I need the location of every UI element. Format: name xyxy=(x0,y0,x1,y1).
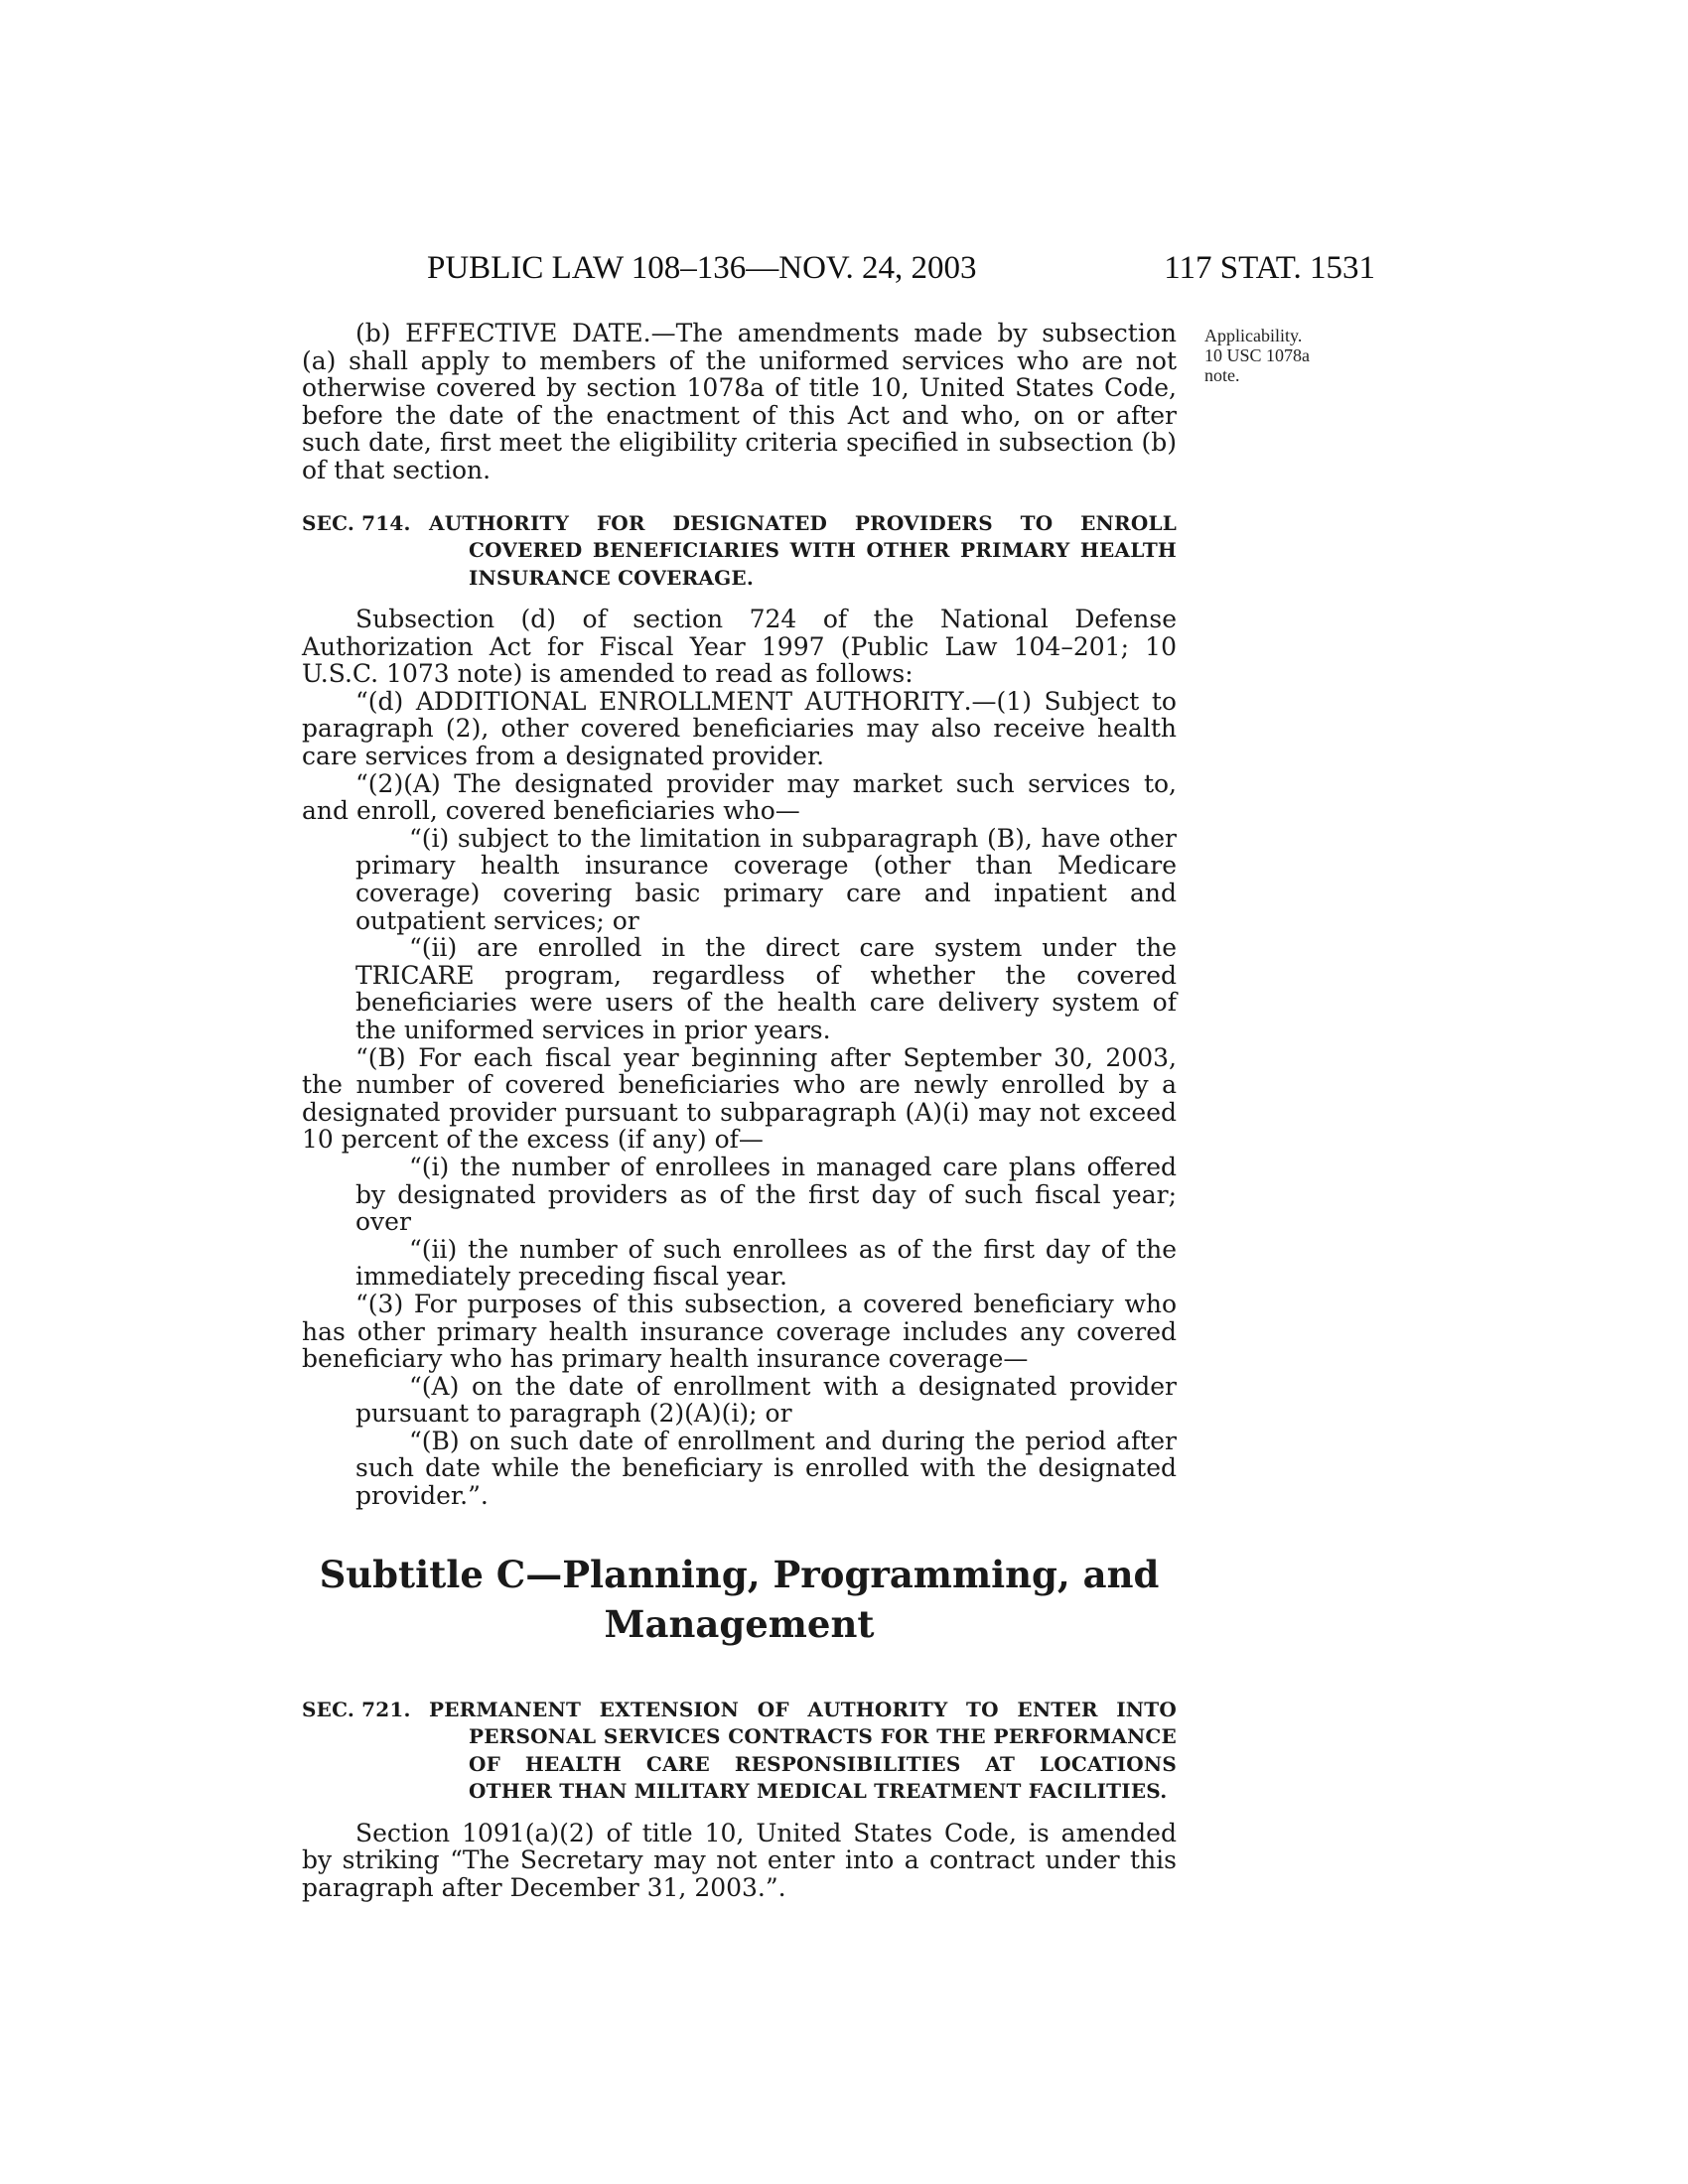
subtitle-line1: Subtitle C—Planning, Programming, and xyxy=(319,1552,1160,1596)
paragraph-effective-date xyxy=(302,320,1177,484)
paragraph-d-text: .—(1) Subject to paragraph (2), other covered beneficiaries may also receive health care services from a designated provider. xyxy=(302,686,1177,771)
paragraph-3-A: “(A) on the date of enrollment with a designated provider pursuant to paragraph (2)(A)(i); or xyxy=(355,1371,1177,1429)
paragraph-2A-ii: “(ii) are enrolled in the direct care system under the TRICARE program, regardless of whether the covered beneficiaries were users of the health care delivery system of the uniformed services in prior years. xyxy=(355,933,1177,1044)
running-header xyxy=(298,250,1375,290)
paragraph-3: “(3) For purposes of this subsection, a covered beneficiary who has other primary health insurance coverage includes any covered beneficiary who has primary health insurance coverage— xyxy=(302,1289,1177,1374)
header-public-law: PUBLIC LAW 108–136—NOV. 24, 2003 xyxy=(427,250,977,286)
paragraph-B-i: “(i) the number of enrollees in managed care plans offered by designated providers as of the first day of such fiscal year; over xyxy=(355,1152,1177,1237)
paragraph-d-sc1: DDITIONAL xyxy=(433,686,587,716)
paragraph-d xyxy=(302,688,1177,770)
margin-note-line3: note. xyxy=(1204,365,1240,385)
margin-note xyxy=(1204,326,1363,385)
para-b-smallcaps1: FFECTIVE xyxy=(423,319,558,347)
para-b-smallcaps2: ATE xyxy=(592,319,643,347)
paragraph-d-sc3: UTHORITY xyxy=(822,686,964,716)
paragraph-2A: “(2)(A) The designated provider may market such services to, and enroll, covered beneficiaries who— xyxy=(302,768,1177,826)
section-714-number: SEC. 714. xyxy=(302,510,411,535)
para-b-text: .—The amendments made by subsection (a) shall apply to members of the uniformed services who are not otherwise covered by section 1078a of title 10, United States Code, before the date of the enactment of this Act and who, on or after such date, first meet the eligibility criteria specified in subsection (b) of that section. xyxy=(302,319,1177,484)
section-714-heading xyxy=(302,510,1177,593)
section-721-number: SEC. 721. xyxy=(302,1697,411,1721)
paragraph-d-lead: “(d) A xyxy=(355,686,434,716)
main-text xyxy=(302,320,1177,1901)
paragraph-B: “(B) For each fiscal year beginning after September 30, 2003, the number of covered beneficiaries who are newly enrolled by a designated provider pursuant to subparagraph (A)(i) may not exceed 10 percent of the excess (if any) of— xyxy=(302,1042,1177,1155)
paragraph-d-mid2: A xyxy=(792,686,823,716)
subtitle-heading xyxy=(302,1550,1177,1649)
subtitle-line2: Management xyxy=(604,1601,875,1646)
para-b-lead2: D xyxy=(557,319,593,347)
paragraph-d-sc2: NROLLMENT xyxy=(617,686,793,716)
paragraph-3-B: “(B) on such date of enrollment and during the period after such date while the beneficiary is enrolled with the designated provider.”. xyxy=(355,1426,1177,1511)
paragraph-2A-i: “(i) subject to the limitation in subparagraph (B), have other primary health insurance coverage (other than Medicare coverage) covering basic primary care and inpatient and outpatient services; or xyxy=(355,823,1177,935)
section-721-heading xyxy=(302,1697,1177,1806)
section-721-title: PERMANENT EXTENSION OF AUTHORITY TO ENTER INTO PERSONAL SERVICES CONTRACTS FOR THE PERFORMANCE OF HEALTH CARE RESPONSIBILITIES AT LOCATIONS OTHER THAN MILITARY MEDICAL TREATMENT FACILITIES. xyxy=(429,1697,1177,1804)
paragraph-d-mid: E xyxy=(586,686,618,716)
section-714-title: AUTHORITY FOR DESIGNATED PROVIDERS TO ENROLL COVERED BENEFICIARIES WITH OTHER PRIMARY HEALTH INSURANCE COVERAGE. xyxy=(429,510,1177,590)
paragraph-B-ii: “(ii) the number of such enrollees as of the first day of the immediately preceding fiscal year. xyxy=(355,1234,1177,1292)
margin-note-line1: Applicability. xyxy=(1204,326,1303,345)
header-stat-page: 117 STAT. 1531 xyxy=(1164,250,1375,286)
para-b-lead: (b) E xyxy=(355,319,424,347)
margin-note-line2: 10 USC 1078a xyxy=(1204,345,1311,365)
section-714-intro: Subsection (d) of section 724 of the National Defense Authorization Act for Fiscal Year 1997 (Public Law 104–201; 10 U.S.C. 1073 note) is amended to read as follows: xyxy=(302,605,1177,689)
section-721-text: Section 1091(a)(2) of title 10, United States Code, is amended by striking “The Secretary may not enter into a contract under this paragraph after December 31, 2003.”. xyxy=(302,1818,1177,1902)
